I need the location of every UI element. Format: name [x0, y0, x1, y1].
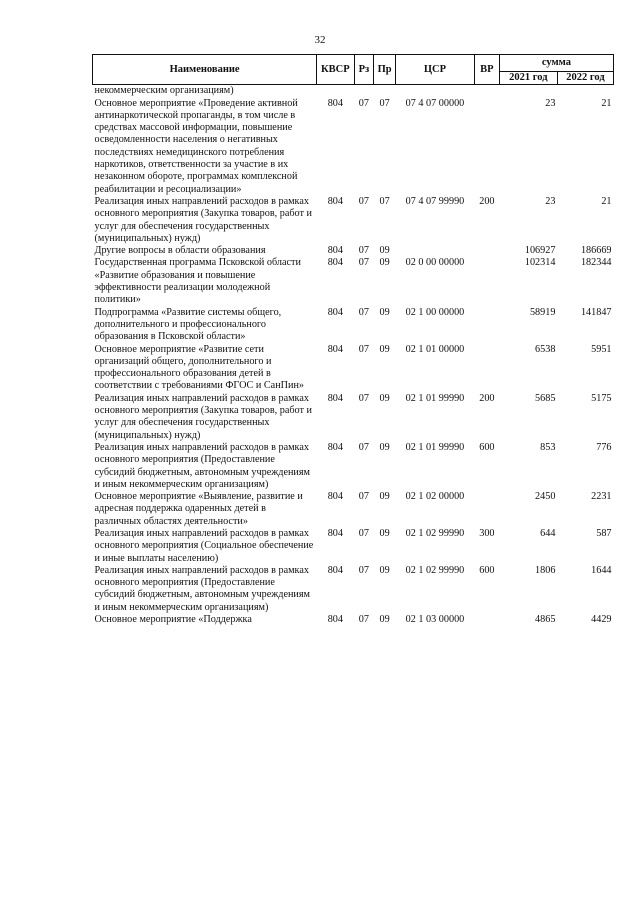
row-name: Реализация иных направлений расходов в рамках основного мероприятия (Предоставление субсидий бюджетным, автономным учреждениям и иным некоммерческим организациям)	[94, 441, 311, 490]
row-sum-2021: 23	[545, 97, 556, 109]
row-rz: 07	[358, 195, 369, 207]
row-pr: 09	[379, 257, 390, 269]
row-csr	[396, 245, 475, 257]
table-row	[93, 491, 614, 528]
row-sum-2022: 182344	[580, 257, 612, 269]
row-name: Реализация иных направлений расходов в рамках основного мероприятия (Закупка товаров, работ и услуг для обеспечения государственных (муниципальных) нужд)	[94, 195, 312, 244]
row-rz: 07	[358, 614, 369, 626]
row-rz: 07	[358, 97, 369, 109]
row-kvsr: 804	[327, 564, 343, 576]
row-csr: 02 1 03 00000	[405, 614, 465, 626]
row-sum-2021: 644	[540, 527, 556, 539]
row-kvsr: 804	[327, 441, 343, 453]
row-sum-2022: 5175	[591, 392, 612, 404]
row-sum-2022: 21	[601, 195, 612, 207]
row-name: Основное мероприятие «Проведение активной антинаркотической пропаганды, в том числе в средствах массовой информации, повышение осведомленности населения о негативных последствиях немедицинского потребления наркотиков, ответственности за участие в их незаконном обороте, программах комплексной реабилитации и ресоциализации»	[94, 97, 298, 195]
row-sum-2022: 141847	[580, 306, 612, 318]
row-vr: 600	[479, 564, 495, 576]
row-kvsr: 804	[327, 527, 343, 539]
row-sum-2021: 2450	[535, 491, 556, 503]
row-kvsr: 804	[327, 306, 343, 318]
row-pr: 07	[379, 97, 390, 109]
row-pr: 09	[379, 527, 390, 539]
row-vr: 200	[479, 392, 495, 404]
row-sum-2021: 58919	[529, 306, 556, 318]
row-sum-2022: 1644	[591, 564, 612, 576]
row-csr: 02 1 02 00000	[405, 491, 465, 503]
row-rz: 07	[358, 392, 369, 404]
row-sum-2021: 853	[540, 441, 556, 453]
header-kvsr: КВСР	[317, 55, 354, 85]
row-rz	[354, 85, 374, 98]
row-sum-2021: 106927	[524, 245, 556, 257]
row-sum-2022	[557, 85, 613, 98]
row-pr: 09	[379, 245, 390, 257]
row-csr: 02 1 01 99990	[405, 441, 465, 453]
table-row	[93, 614, 614, 626]
row-kvsr: 804	[327, 245, 343, 257]
row-kvsr: 804	[327, 614, 343, 626]
header-pr: Пр	[374, 55, 396, 85]
row-rz: 07	[358, 527, 369, 539]
row-pr: 09	[379, 564, 390, 576]
table-body	[93, 85, 614, 627]
row-rz: 07	[358, 306, 369, 318]
table-row	[93, 196, 614, 245]
row-name: Государственная программа Псковской области «Развитие образования и повышение эффективности реализации молодежной политики»	[94, 257, 301, 306]
row-name: Основное мероприятие «Развитие сети организаций общего, дополнительного и профессионального образования детей в соответствии с требованиями ФГОС и СанПин»	[94, 343, 305, 392]
row-csr: 02 1 00 00000	[405, 306, 465, 318]
row-csr: 02 0 00 00000	[405, 257, 465, 269]
table-row	[93, 85, 614, 98]
row-sum-2021: 23	[545, 195, 556, 207]
row-sum-2022: 5951	[591, 343, 612, 355]
row-sum-2022: 4429	[591, 614, 612, 626]
row-vr	[474, 491, 499, 528]
row-csr: 02 1 02 99990	[405, 527, 465, 539]
row-csr: 02 1 02 99990	[405, 564, 465, 576]
page-number: 32	[314, 34, 326, 46]
row-pr: 09	[379, 306, 390, 318]
row-csr: 02 1 01 99990	[405, 392, 465, 404]
row-name: Другие вопросы в области образования	[94, 245, 266, 257]
table-header	[93, 55, 614, 85]
row-pr: 07	[379, 195, 390, 207]
row-name: Реализация иных направлений расходов в рамках основного мероприятия (Предоставление субсидий бюджетным, автономным учреждениям и иным некоммерческим организациям)	[94, 564, 311, 613]
row-vr	[474, 614, 499, 626]
row-pr: 09	[379, 441, 390, 453]
row-kvsr: 804	[327, 343, 343, 355]
header-csr: ЦСР	[396, 55, 475, 85]
header-sum: сумма	[499, 55, 613, 72]
row-name: Реализация иных направлений расходов в рамках основного мероприятия (Закупка товаров, работ и услуг для обеспечения государственных (муниципальных) нужд)	[94, 392, 312, 441]
row-vr	[474, 344, 499, 393]
row-sum-2022: 186669	[580, 245, 612, 257]
header-name: Наименование	[93, 55, 317, 85]
table-row	[93, 393, 614, 442]
row-sum-2021: 102314	[524, 257, 556, 269]
row-rz: 07	[358, 491, 369, 503]
header-rz: Рз	[354, 55, 374, 85]
row-pr: 09	[379, 614, 390, 626]
row-vr	[474, 98, 499, 196]
row-csr: 07 4 07 99990	[405, 195, 465, 207]
row-sum-2021: 6538	[535, 343, 556, 355]
row-name: Подпрограмма «Развитие системы общего, дополнительного и профессионального образования в Псковской области»	[94, 306, 282, 343]
table-row	[93, 98, 614, 196]
row-sum-2021	[499, 85, 557, 98]
row-kvsr: 804	[327, 97, 343, 109]
row-rz: 07	[358, 245, 369, 257]
row-name: некоммерческим организациям)	[94, 85, 234, 97]
header-year-2021: 2021 год	[499, 72, 557, 85]
row-kvsr: 804	[327, 491, 343, 503]
row-vr: 200	[479, 195, 495, 207]
row-sum-2021: 4865	[535, 614, 556, 626]
row-rz: 07	[358, 257, 369, 269]
table-row	[93, 344, 614, 393]
row-kvsr: 804	[327, 195, 343, 207]
row-csr: 02 1 01 00000	[405, 343, 465, 355]
row-vr: 600	[479, 441, 495, 453]
table-row	[93, 307, 614, 344]
row-vr	[474, 257, 499, 306]
table-row	[93, 565, 614, 614]
row-sum-2022: 21	[601, 97, 612, 109]
row-kvsr	[317, 85, 354, 98]
table-row	[93, 245, 614, 257]
table-row	[93, 442, 614, 491]
row-sum-2021: 1806	[535, 564, 556, 576]
row-pr	[374, 85, 396, 98]
row-kvsr: 804	[327, 257, 343, 269]
header-year-2022: 2022 год	[557, 72, 613, 85]
row-rz: 07	[358, 441, 369, 453]
row-sum-2022: 776	[596, 441, 612, 453]
row-sum-2022: 2231	[591, 491, 612, 503]
row-pr: 09	[379, 343, 390, 355]
table-row	[93, 257, 614, 306]
row-pr: 09	[379, 491, 390, 503]
row-vr	[474, 85, 499, 98]
row-pr: 09	[379, 392, 390, 404]
row-sum-2021: 5685	[535, 392, 556, 404]
row-rz: 07	[358, 564, 369, 576]
row-name: Основное мероприятие «Поддержка	[94, 614, 252, 626]
budget-table	[92, 54, 614, 626]
row-csr: 07 4 07 00000	[405, 97, 465, 109]
row-sum-2022: 587	[596, 527, 612, 539]
row-vr: 300	[479, 527, 495, 539]
row-name: Реализация иных направлений расходов в рамках основного мероприятия (Социальное обеспечение и иные выплаты населению)	[94, 527, 314, 564]
row-name: Основное мероприятие «Выявление, развитие и адресная поддержка одаренных детей в различных областях деятельности»	[94, 491, 303, 527]
row-vr	[474, 307, 499, 344]
row-rz: 07	[358, 343, 369, 355]
row-kvsr: 804	[327, 392, 343, 404]
header-vr: ВР	[474, 55, 499, 85]
row-vr	[474, 245, 499, 257]
row-csr	[396, 85, 475, 98]
table-row	[93, 528, 614, 565]
